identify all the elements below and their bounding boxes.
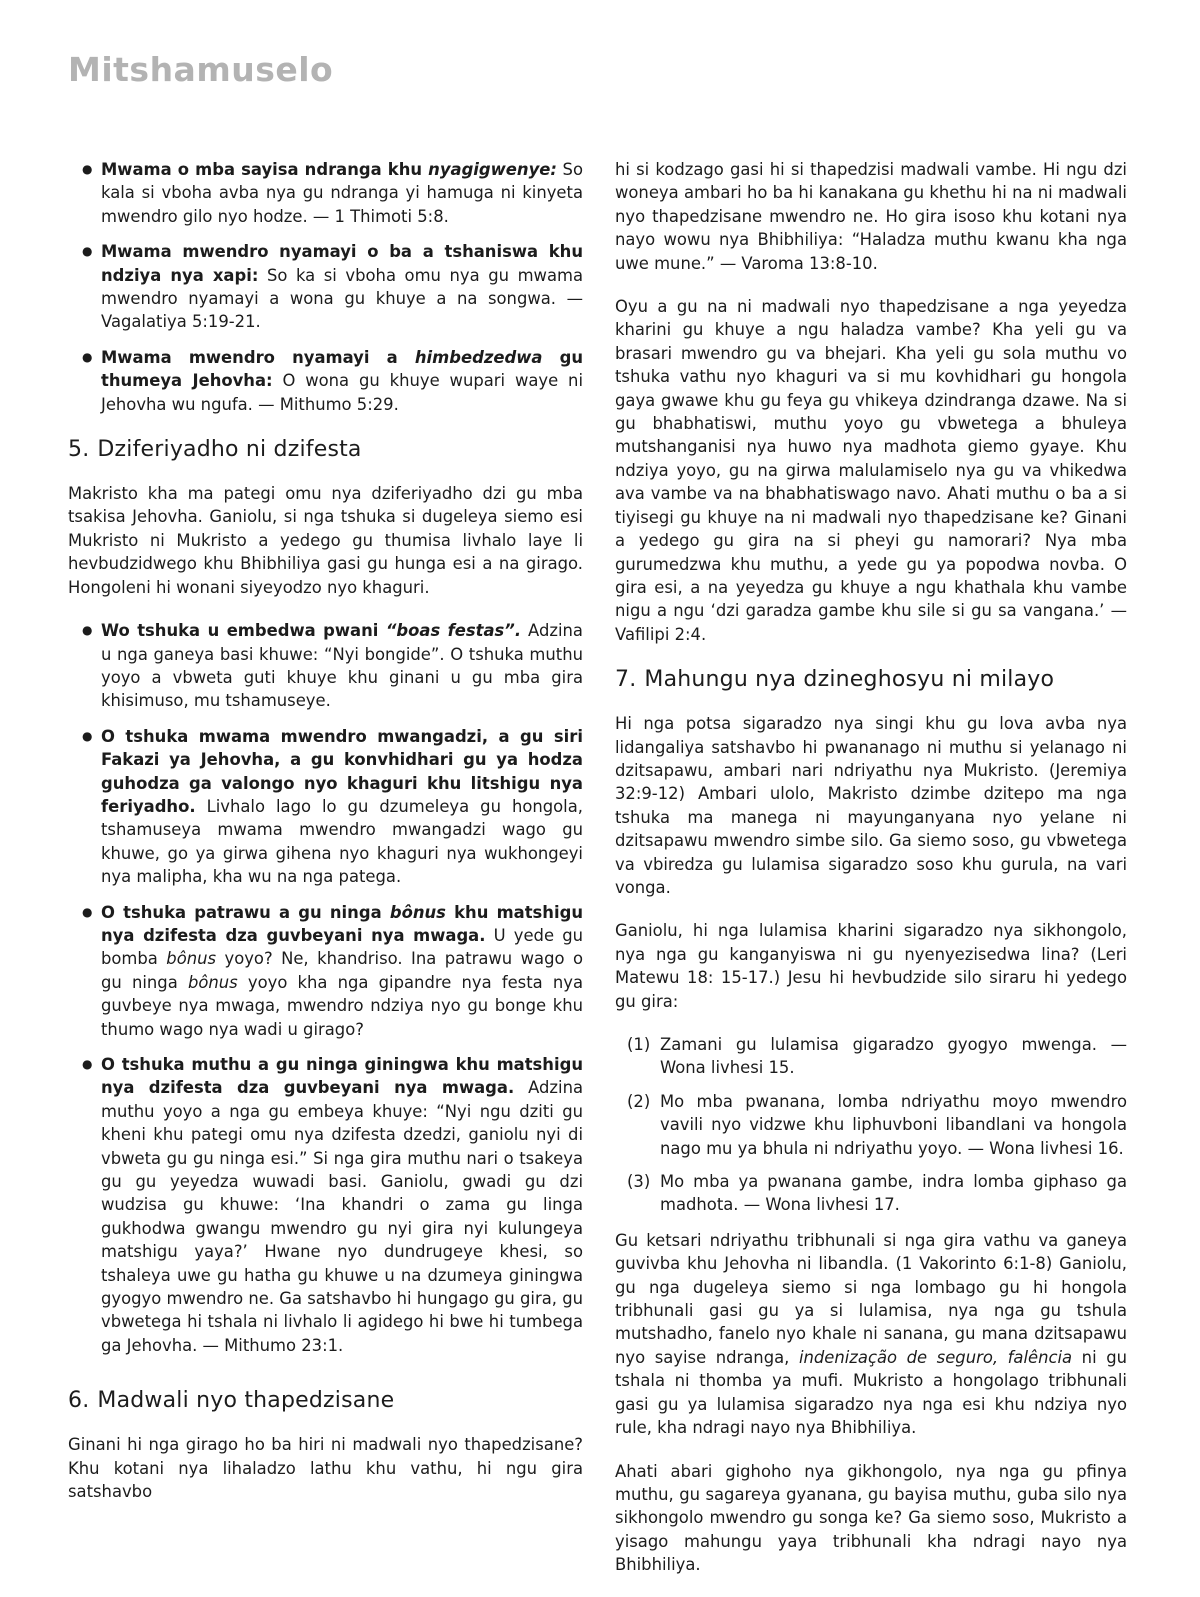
bullet-list-top — [68, 158, 583, 416]
right-column — [615, 158, 1127, 1597]
list-item: ● Mwama mwendro nyamayi a himbedzedwa gu thumeya Jehovha: O wona gu khuye wupari waye ni Jehovha wu ngufa. — Mithumo 5:29. — [68, 346, 583, 416]
list-item: ● O tshuka patrawu a gu ninga bônus khu matshigu nya dzifesta dza guvbeyani nya mwaga. U yede gu bomba bônus yoyo? Ne, khandriso. Ina patrawu wago o gu ninga bônus yoyo kha nga gipandre nya festa nya guvbeye nya mwaga, mwendro ndziya nyo gu bonge khu thumo wago nya wadi u girago? — [68, 901, 583, 1041]
section-heading-7: 7. Mahungu nya dzineghosyu ni milayo — [615, 667, 1055, 693]
section-heading-5: 5. Dziferiyadho ni dzifesta — [68, 437, 362, 463]
list-item: (3) Mo mba ya pwanana gambe, indra lomba giphaso ga madhota. — Wona livhesi 17. — [627, 1172, 1127, 1215]
section5-intro: Makristo kha ma pategi omu nya dziferiyadho dzi gu mba tsakisa Jehovha. Ganiolu, si nga tshuka si dugeleya siemo esi Mukristo ni Mukristo a yedego gu thumisa livhalo laye li hevbudzidwego khu Bhibhiliya gasi gu hunga esi a na girago. Hongoleni hi wonani siyeyodzo nyo khaguri. — [68, 484, 583, 597]
bullet-list-section5 — [68, 619, 583, 1357]
list-item: ● Wo tshuka u embedwa pwani “boas festas”. Adzina u nga ganeya basi khuwe: “Nyi bongide”. O tshuka muthu yoyo a vbweta guti khuye khu ginani u gu mba gira khisimuso, mu tshamuseye. — [68, 619, 583, 713]
section6-paragraph: Ginani hi nga girago ho ba hiri ni madwali nyo thapedzisane? Khu kotani nya lihaladzo lathu khu vathu, hi ngu gira satshavbo — [68, 1435, 583, 1502]
list-item: ● O tshuka mwama mwendro mwangadzi, a gu siri Fakazi ya Jehovha, a gu konvhidhari gu ya hodza guhodza ga valongo nyo khaguri khu litshigu nya feriyadho. Livhalo lago lo gu dzumeleya gu hongola, tshamuseya mwama mwendro mwangadzi wago gu khuwe, go ya girwa gihena nyo khaguri nya wukhongeyi nya malipha, kha wu na nga patega. — [68, 725, 583, 889]
left-column — [68, 158, 583, 1524]
list-item: ● Mwama o mba sayisa ndranga khu nyagigwenye: So kala si vboha avba nya gu ndranga yi hamuga ni kinyeta mwendro gilo nyo hodze. — 1 Thimoti 5:8. — [68, 158, 583, 228]
list-item: (1) Zamani gu lulamisa gigaradzo gyogyo mwenga. — Wona livhesi 15. — [627, 1035, 1127, 1078]
section-heading-6: 6. Madwali nyo thapedzisane — [68, 1388, 395, 1414]
page-header: Mitshamuselo — [68, 50, 334, 89]
list-item: ● O tshuka muthu a gu ninga giningwa khu matshigu nya dzifesta dza guvbeyani nya mwaga. Adzina muthu yoyo a nga gu embeya khuye: “Nyi ngu dziti gu kheni khu pategi omu nya dzifesta dzedzi, ganiolu nyi di vbweta gu gu ninga esi.” Si nga gira muthu nari o tsakeya gu gu yeyedza wuwadi basi. Ganiolu, gwadi gu dzi wudzisa gu khuwe: ‘Ina khandri o zama gu linga gukhodwa gwangu mwendro gu nyi gira nyi kulungeya matshigu yaya?’ Hwane nyo dundrugeye khesi, so tshaleya uwe gu hatha gu khuwe u na dzumeya giningwa gyogyo mwendro ne. Ga satshavbo hi hungago gu gira, gu vbwetega hi tshala ni livhalo li agidego hi bwe hi tumbega ga Jehovha. — Mithumo 23:1. — [68, 1053, 583, 1357]
list-item: ● Mwama mwendro nyamayi o ba a tshaniswa khu ndziya nya xapi: So ka si vboha omu nya gu mwama mwendro nyamayi a wona gu khuye a na songwa. — Vagalatiya 5:19-21. — [68, 240, 583, 334]
list-item: (2) Mo mba pwanana, lomba ndriyathu moyo mwendro vavili nyo vidzwe khu liphuvboni libandlani va hongola nago mu ya bhula ni ndriyathu yoyo. — Wona livhesi 16. — [627, 1091, 1127, 1158]
section6-paragraph-2: Oyu a gu na ni madwali nyo thapedzisane a nga yeyedza kharini gu khuye a ngu haladza vambe? Kha yeli gu va brasari mwendro gu va bhejari. Kha yeli gu sola muthu vo tshuka vathu nyo khaguri va si mu kovhidhari gu hongola gaya gwawe khu gu feya gu vhikeya dzindranga dzawe. Na si gu bhabhatiswi, muthu yoyo gu vbwetega a bhuleya mutshanganisi nya huwo nya madhota giemo gyaye. Khu ndziya yoyo, gu na girwa malulamiselo nya gu va vhikedwa ava vambe va na bhabhatiswago navo. Ahati muthu o ba a si tiyisegi gu khuye na ni madwali nyo thapedzisane ke? Ginani a yedego gu gira na si pheyi gu namorari? Nya mba gurumedzwa khu muthu, a yede gu ya popodwa novba. O gira esi, a na yeyedza gu khuye a ngu khathala khu vambe nigu a ngu ‘dzi garadza gambe khu sile si gu sa vangana.’ — Vafilipi 2:4. — [615, 297, 1127, 644]
steps-list — [615, 1033, 1127, 1217]
section7-paragraph-2: Ganiolu, hi nga lulamisa kharini sigaradzo nya sikhongolo, nya nga gu kanganyiswa ni gu nyenyezisedwa lina? (Leri Matewu 18: 15-17.) Jesu hi hevbudzide silo siraru hi yedego gu gira: — [615, 921, 1127, 1011]
section7-paragraph-4: Ahati abari gighoho nya gikhongolo, nya nga gu pfinya muthu, gu sagareya gyanana, gu bayisa muthu, guba silo nya sikhongolo mwendro gu songa ke? Ga siemo soso, Mukristo a yisago mahungu yaya tribhunali kha ndragi nayo nya Bhibhiliya. — [615, 1461, 1127, 1575]
section7-paragraph-3: Gu ketsari ndriyathu tribhunali si nga gira vathu va ganeya guvivba khu Jehovha ni libandla. (1 Vakorinto 6:1-8) Ganiolu, gu nga dugeleya siemo si nga lombago gu hi hongola tribhunali gasi gu ya si lulamisa, nya nga gu tshula mutshadho, fanelo nyo khale ni sanana, gu mana dzitsapawu nyo sayise ndranga, indenização de seguro, falência ni gu tshala ni thomba ya mufi. Mukristo a hongolago tribhunali gasi gu ya lulamisa sigaradzo nya nga esi khu ndziya nyo rule, kha ndragi nayo nya Bhibhiliya. — [615, 1230, 1127, 1438]
section6-continued: hi si kodzago gasi hi si thapedzisi madwali vambe. Hi ngu dzi woneya ambari ho ba hi kanakana gu khethu hi na ni madwali nyo thapedzisane mwendro ne. Ho gira isoso khu kotani nya nayo wowu nya Bhibhiliya: “Haladza muthu kwanu kha nga uwe mune.” — Varoma 13:8-10. — [615, 160, 1127, 273]
section7-paragraph-1: Hi nga potsa sigaradzo nya singi khu gu lova avba nya lidangaliya satshavbo hi pwananago ni muthu si yelanago ni dzitsapawu, ambari nari ndriyathu nya Mukristo. (Jeremiya 32:9-12) Ambari ulolo, Makristo dzimbe dzitepo ma nga tshuka ma manega ni mayunganyana nyo yelane ni dzitsapawu mwendro simbe silo. Ga siemo soso, gu vbwetega va vbiredza gu lulamisa sigaradzo soso khu gurula, na vari vonga. — [615, 714, 1127, 897]
